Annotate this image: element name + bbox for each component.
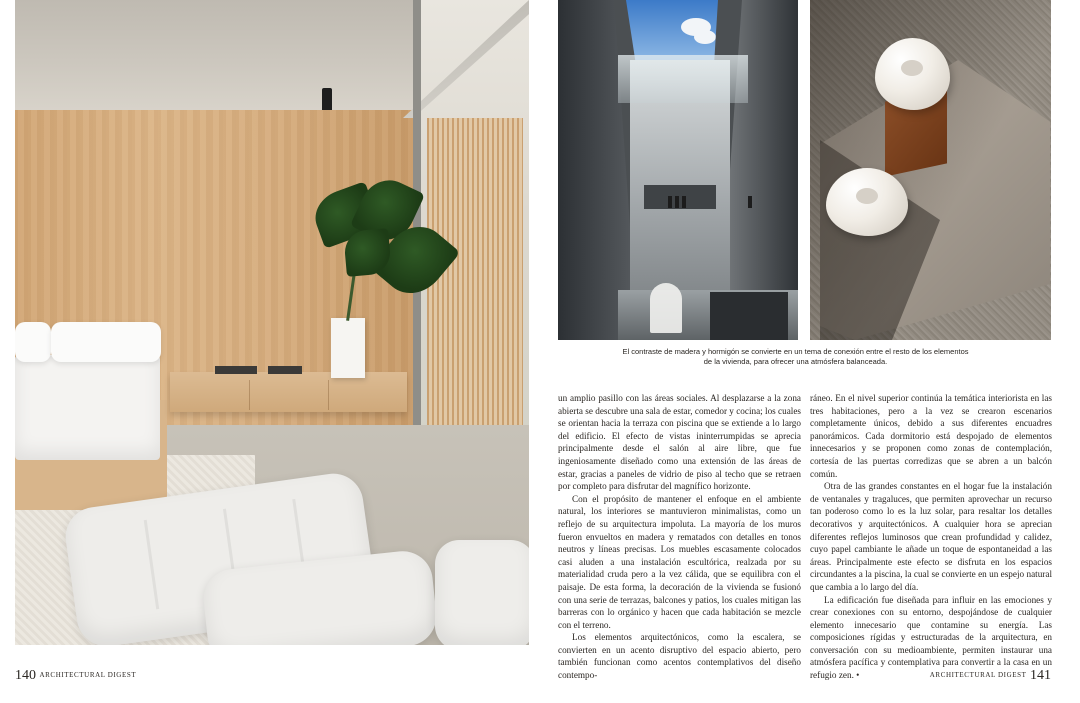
toiletry-bottle: [675, 196, 679, 208]
light-reflection: [650, 283, 682, 333]
caption-line: El contraste de madera y hormigón se convierte en un tema de conexión entre el resto de los elementos: [622, 347, 969, 356]
concrete-wall: [558, 0, 638, 340]
photo-caption: [598, 347, 993, 366]
chair-seam: [144, 520, 159, 610]
shower-skylight-photo: [558, 0, 798, 340]
paragraph: un amplio pasillo con las áreas sociales. Al desplazarse a la zona abierta se descubre una sala de estar, comedor y cocina; los cuales se orientan hacia la terraza con piscina que se extiende a lo largo del edificio. El efecto de vistas ininterrumpidas se aprecia principalmente desde el salón al aire libre, que fue ingeniosamente diseñado como una extensión de las áreas de estar, gracias a paneles de vidrio de piso al techo que se retraen por completo para disfrutar del magnífico horizonte.: [558, 393, 801, 492]
stone-basin: [710, 292, 788, 340]
paragraph: La edificación fue diseñada para influir en las emociones y crear conexiones con su entorno, despojándose de cualquier elemento innecesario que contamine su energía. Las composiciones rígidas y estructuradas de la arquitectura, en conversación con su medioambiente, permiten instaurar una atmósfera pacífica y contemplativa para convertir a la casa en un refugio zen. •: [810, 594, 1052, 681]
toiletry-bottle: [668, 196, 672, 208]
sculpture-cleft: [901, 60, 923, 76]
bedroom-photo: [15, 0, 529, 645]
concrete-ceiling: [15, 0, 415, 110]
skylight-glass: [618, 55, 748, 103]
toiletry-bottle: [682, 196, 686, 208]
floating-shelf: [170, 372, 407, 412]
stone-sculptures-photo: [810, 0, 1051, 340]
paragraph: Los elementos arquitectónicos, como la escalera, se convierten en un acento disruptivo del espacio abierto, pero también funcionan como acentos contemplativos del diseño contempo-: [558, 632, 801, 681]
toiletry-bottle: [748, 196, 752, 208]
skylight-sky: [626, 0, 718, 60]
cloud: [694, 30, 716, 44]
white-sculpture: [875, 38, 950, 110]
paragraph: Con el propósito de mantener el enfoque en el ambiente natural, los interiores se mantuvieron minimalistas, como un reflejo de su arquitectura impoluta. La mayoría de los muros fueron envueltos en madera y rematados con detalles en tonos neutros y líneas precisas. Los muebles escasamente colocados casi aluden a una instalación escultórica, realzada por su materialidad cruda pero a la vez cálida, que se equilibra con el paisaje. De esta forma, la decoración de la vivienda se fusionó con una serie de terrazas, balcones y patios, los cuales mitigan las barreras con lo orgánico y hacen que cada habitación se mezcle con el terreno.: [558, 493, 801, 630]
shelf-divider: [328, 380, 329, 410]
book: [268, 366, 302, 374]
shelf-divider: [249, 380, 250, 410]
shower-niche: [644, 185, 716, 209]
bed: [15, 355, 160, 460]
magazine-name: ARCHITECTURAL DIGEST: [929, 671, 1027, 679]
pillow: [51, 322, 161, 362]
white-sculpture: [826, 168, 908, 236]
article-column-1: [558, 392, 801, 682]
white-vase: [331, 318, 365, 378]
caption-line: de la vivienda, para ofrecer una atmósfera balanceada.: [703, 356, 888, 366]
paragraph: Otra de las grandes constantes en el hogar fue la instalación de ventanales y tragaluces, que permiten aprovechar un recurso tan poderoso como lo es la luz solar, para resaltar los detalles decorativos y arquitectónicos. A cualquier hora se aprecian diferentes reflejos luminosos que crean profundidad y calidez, cuyo papel cambiante le añade un toque de espontaneidad a las áreas. Principalmente este efecto se disfruta en los espacios circundantes a la piscina, la cual se convierte en un espejo natural que cambia a lo largo del día.: [810, 481, 1052, 592]
folio-left: [15, 668, 136, 684]
lounge-chair: [435, 540, 529, 645]
book: [215, 366, 257, 374]
magazine-name: ARCHITECTURAL DIGEST: [39, 671, 137, 679]
page-number: 141: [1030, 668, 1051, 683]
sculpture-cleft: [856, 188, 878, 204]
article-column-2: [810, 392, 1052, 682]
folio-right: [930, 668, 1051, 684]
wood-slat-screen: [427, 118, 523, 438]
paragraph: ráneo. En el nivel superior continúa la temática interiorista en las tres habitaciones, pero a la vez se crearon escenarios completamente únicos, debido a sus diferentes encuadres panorámicos. Cada dormitorio está despojado de elementos innecesarios y se proponen como zonas de contemplación, cortesía de las puertas corredizas que se abren a un balcón común.: [810, 393, 1052, 479]
pillow: [15, 322, 51, 362]
concrete-wall: [718, 0, 798, 340]
page-number: 140: [15, 668, 36, 683]
